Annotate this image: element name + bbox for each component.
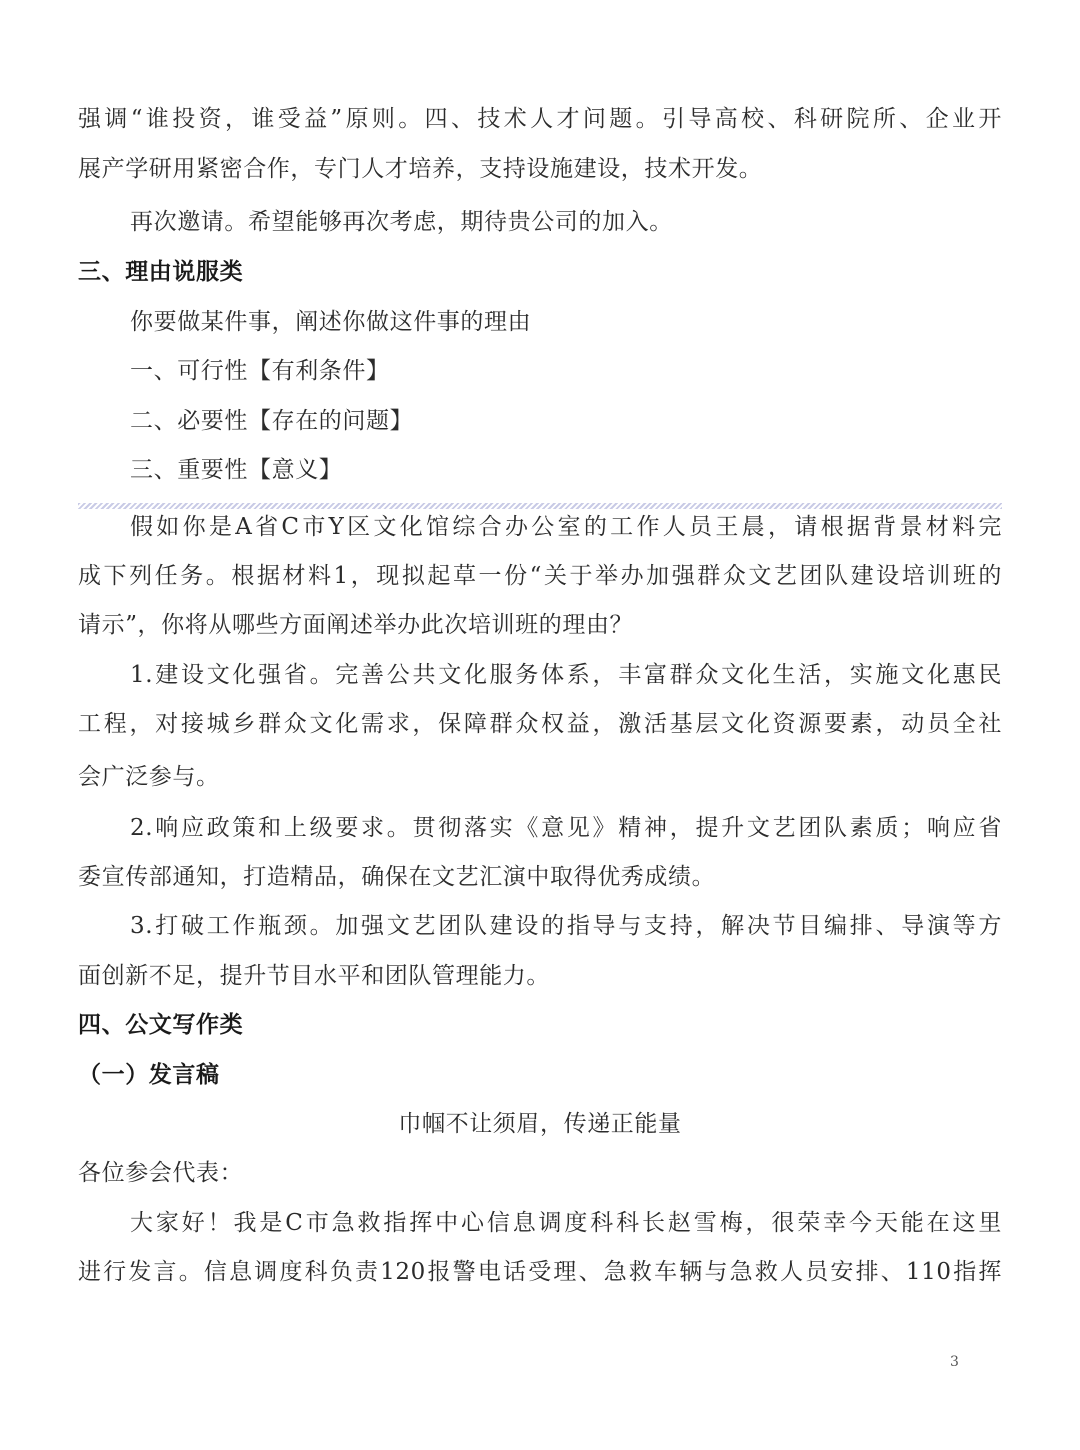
- body-line: 2.响应政策和上级要求。贯彻落实《意见》精神，提升文艺团队素质；响应省: [130, 815, 1002, 841]
- body-line: 工程，对接城乡群众文化需求，保障群众权益，激活基层文化资源要素，动员全社: [78, 711, 1002, 737]
- body-line: 假如你是A省C市Y区文化馆综合办公室的工作人员王晨，请根据背景材料完: [130, 514, 1002, 540]
- body-line: 请示”，你将从哪些方面阐述举办此次培训班的理由？: [78, 612, 634, 638]
- list-item: 一、可行性【有利条件】: [130, 358, 390, 384]
- body-line: 你要做某件事，阐述你做这件事的理由: [130, 309, 532, 335]
- body-line: 展产学研用紧密合作，专门人才培养，支持设施建设，技术开发。: [78, 156, 763, 182]
- body-line: 大家好！我是C市急救指挥中心信息调度科科长赵雪梅，很荣幸今天能在这里: [130, 1210, 1002, 1236]
- body-line: 强调“谁投资，谁受益”原则。四、技术人才问题。引导高校、科研院所、企业开: [78, 106, 1002, 132]
- body-line: 再次邀请。希望能够再次考虑，期待贵公司的加入。: [130, 209, 673, 235]
- subsection-heading: （一）发言稿: [78, 1062, 220, 1088]
- page-number: 3: [950, 1354, 959, 1370]
- section-divider: [78, 503, 1002, 509]
- salutation: 各位参会代表：: [78, 1160, 244, 1186]
- body-line: 委宣传部通知，打造精品，确保在文艺汇演中取得优秀成绩。: [78, 864, 716, 890]
- body-line: 成下列任务。根据材料1，现拟起草一份“关于举办加强群众文艺团队建设培训班的: [78, 563, 1002, 589]
- body-line: 3.打破工作瓶颈。加强文艺团队建设的指导与支持，解决节目编排、导演等方: [130, 913, 1002, 939]
- list-item: 三、重要性【意义】: [130, 457, 343, 483]
- speech-title: 巾帼不让须眉，传递正能量: [398, 1111, 682, 1137]
- section-heading: 四、公文写作类: [78, 1012, 244, 1038]
- body-line: 会广泛参与。: [78, 764, 220, 790]
- body-line: 1.建设文化强省。完善公共文化服务体系，丰富群众文化生活，实施文化惠民: [130, 662, 1002, 688]
- list-item: 二、必要性【存在的问题】: [130, 408, 414, 434]
- body-line: 面创新不足，提升节目水平和团队管理能力。: [78, 963, 550, 989]
- section-heading: 三、理由说服类: [78, 259, 244, 285]
- body-line: 进行发言。信息调度科负责120报警电话受理、急救车辆与急救人员安排、110指挥: [78, 1259, 1002, 1285]
